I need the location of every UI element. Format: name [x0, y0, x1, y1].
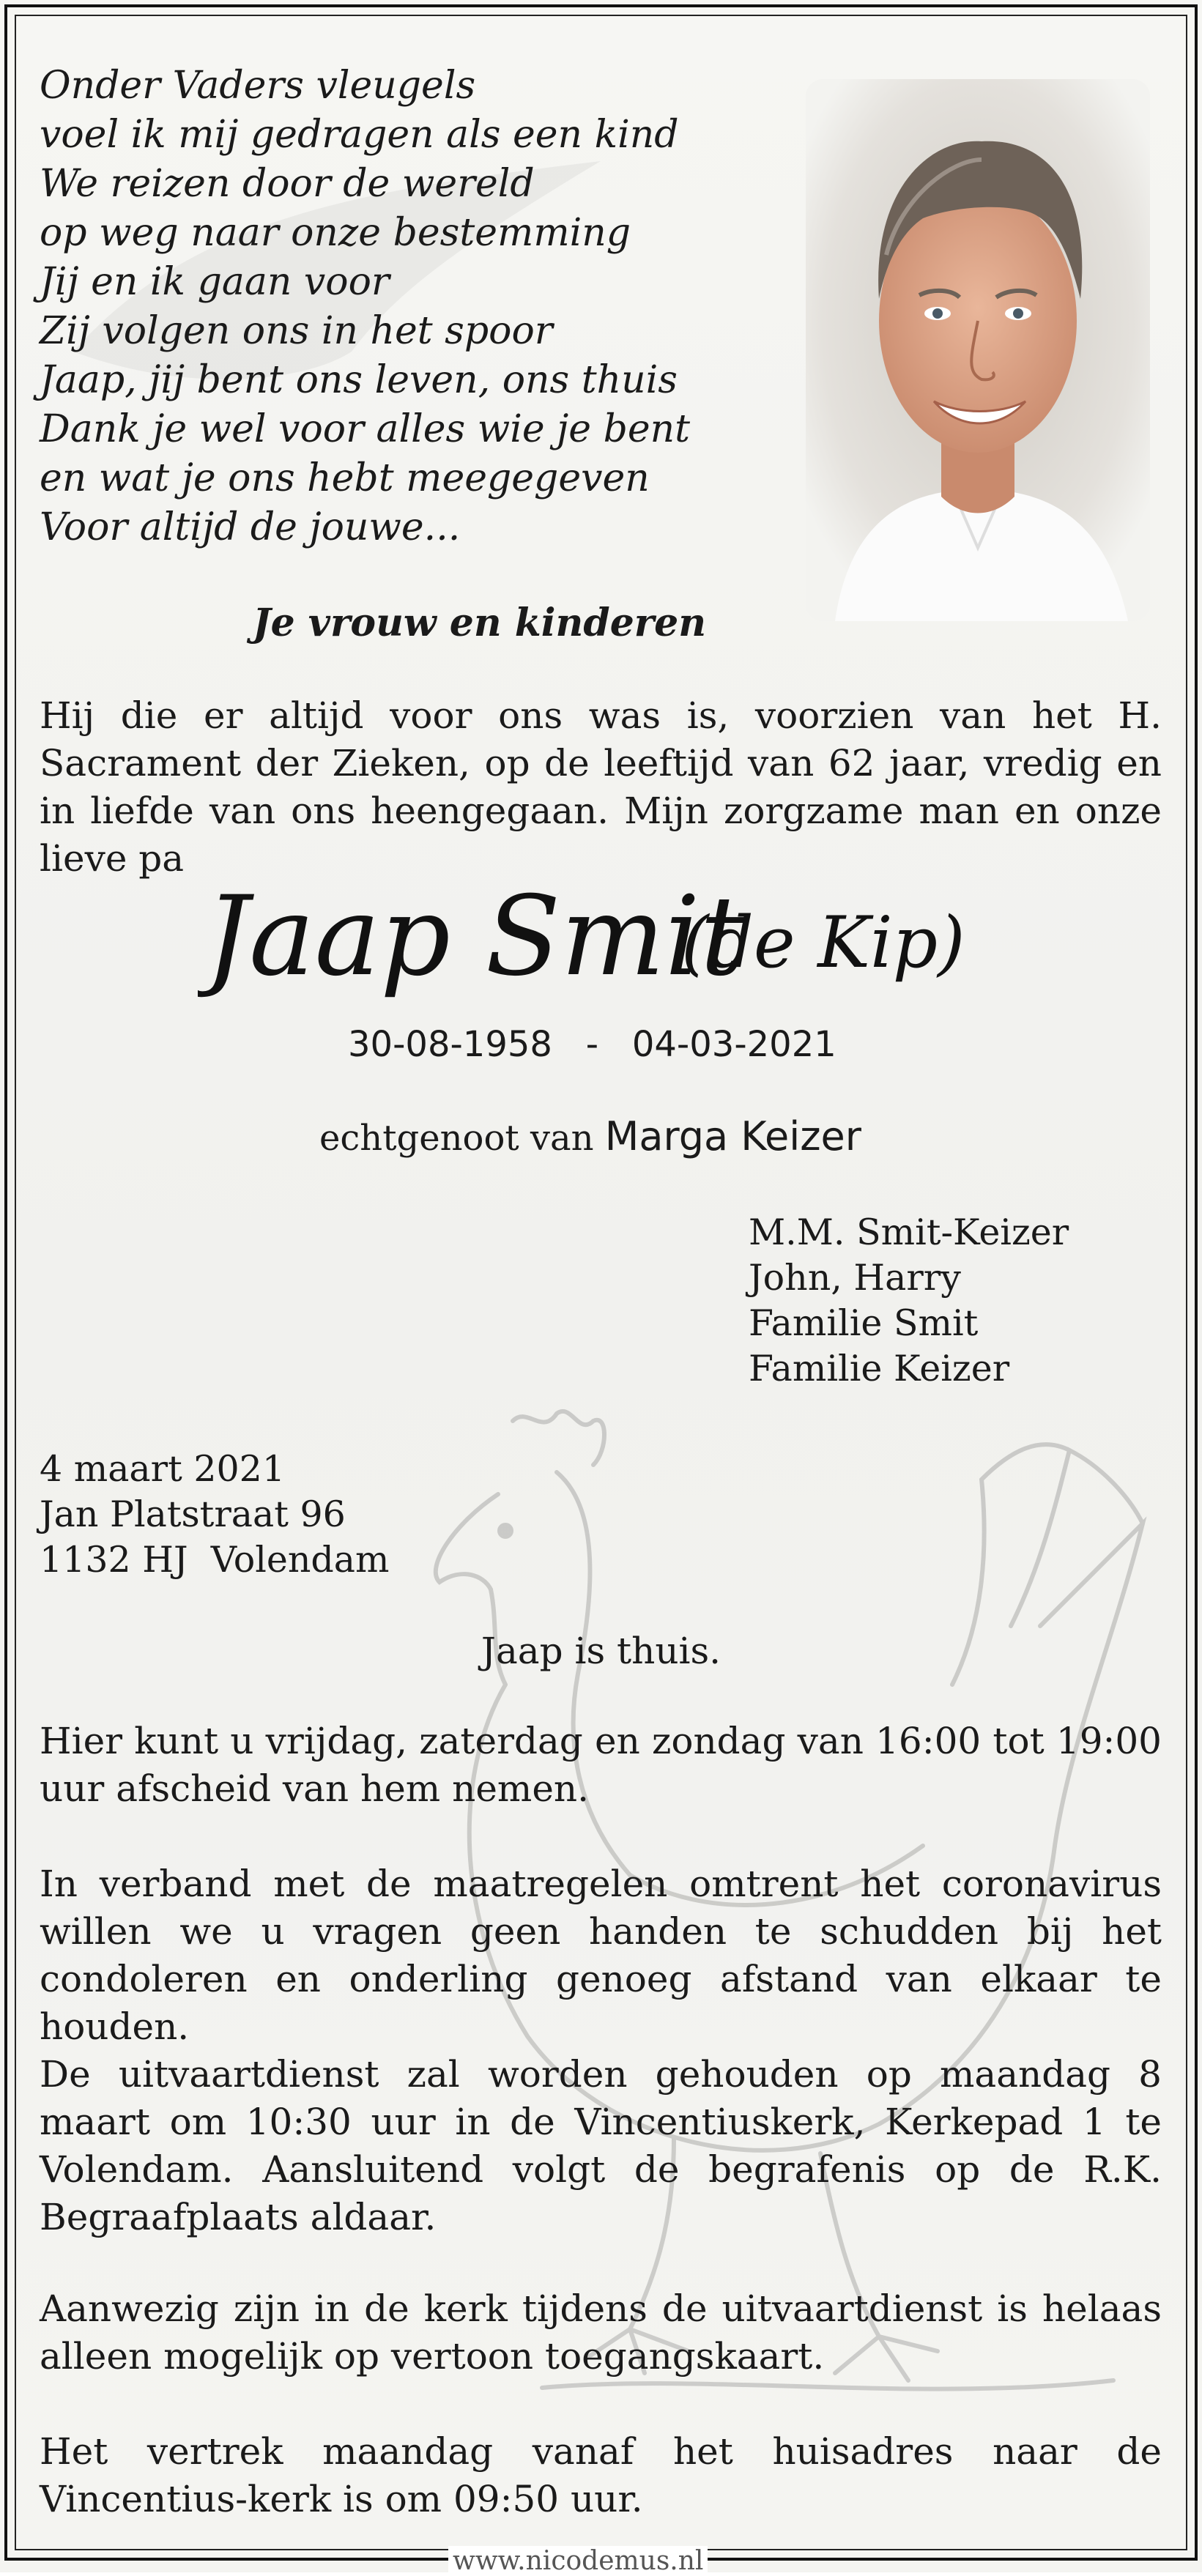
poem-line: Zij volgen ons in het spoor — [40, 309, 553, 353]
spouse-prefix: echtgenoot van — [319, 1118, 594, 1159]
life-dates — [348, 1024, 836, 1065]
poem-line: Onder Vaders vleugels — [40, 64, 476, 108]
poem-line: op weg naar onze bestemming — [40, 211, 631, 255]
corona-paragraph: In verband met de maatregelen omtrent het coronavirus willen we u vragen geen handen te schudden bij het condoleren en onderling genoeg afstand van elkaar te houden. — [40, 1863, 1162, 2048]
address-city: 1132 HJ Volendam — [40, 1539, 390, 1581]
departure-paragraph: Het vertrek maandag vanaf het huisadres naar de Vincentius-kerk is om 09:50 uur. — [40, 2430, 1162, 2520]
service-paragraph: De uitvaartdienst zal worden gehouden op maandag 8 maart om 10:30 uur in de Vincentiuskerk, Kerkepad 1 te Volendam. Aansluitend volgt de begrafenis op de R.K. Begraafplaats aldaar. — [40, 2053, 1162, 2238]
church-access-paragraph: Aanwezig zijn in de kerk tijdens de uitvaartdienst is helaas alleen mogelijk op vertoon toegangskaart. — [40, 2287, 1162, 2378]
spouse-line — [319, 1113, 861, 1159]
family-member: M.M. Smit-Keizer — [749, 1211, 1069, 1253]
at-home-notice: Jaap is thuis. — [481, 1630, 721, 1672]
death-date: 04-03-2021 — [631, 1024, 836, 1065]
family-member: Familie Smit — [749, 1302, 979, 1344]
signoff: Je vrouw en kinderen — [253, 601, 707, 645]
poem-line: Voor altijd de jouwe... — [40, 505, 461, 549]
intro-text: Hij die er altijd voor ons was is, voorzien van het H. Sacrament der Zieken, op de leeftijd van 62 jaar, vredig en in liefde van ons heengegaan. Mijn zorgzame man en onze lieve pa — [40, 694, 1162, 880]
family-member: John, Harry — [749, 1257, 961, 1299]
poem — [40, 62, 772, 552]
visiting-paragraph: Hier kunt u vrijdag, zaterdag en zondag van 16:00 tot 19:00 uur afscheid van hem nemen. — [40, 1720, 1162, 1810]
poem-line: We reizen door de wereld — [40, 162, 535, 206]
poem-line: en wat je ons hebt meegegeven — [40, 456, 650, 500]
poem-line: Dank je wel voor alles wie je bent — [40, 407, 691, 451]
deceased-nickname-text: (de Kip) — [681, 902, 965, 984]
website-link[interactable]: www.nicodemus.nl — [448, 2546, 708, 2576]
address-street: Jan Platstraat 96 — [40, 1493, 346, 1535]
poem-line: Jij en ik gaan voor — [40, 260, 390, 304]
family-list — [749, 1210, 1069, 1392]
deceased-name — [198, 864, 1003, 1025]
deceased-name-text: Jaap Smit — [205, 873, 744, 1001]
poem-line: Jaap, jij bent ons leven, ons thuis — [40, 358, 678, 402]
address-date: 4 maart 2021 — [40, 1448, 286, 1490]
poem-line: voel ik mij gedragen als een kind — [40, 113, 679, 157]
portrait-photo — [806, 79, 1150, 621]
family-member: Familie Keizer — [749, 1348, 1010, 1389]
address-block — [40, 1447, 389, 1583]
date-separator: - — [585, 1024, 599, 1065]
spouse-name: Marga Keizer — [604, 1113, 861, 1159]
birth-date: 30-08-1958 — [348, 1024, 552, 1065]
